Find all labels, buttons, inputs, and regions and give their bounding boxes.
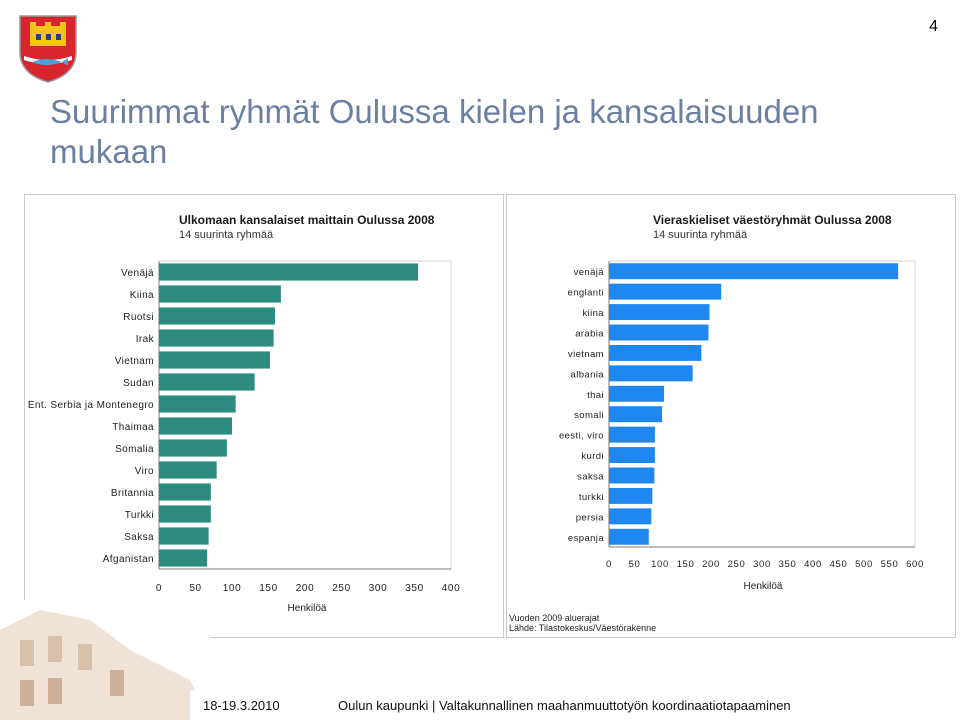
bar-persia [609,508,651,524]
category-label: vietnam [567,348,604,360]
chart-panel-citizenship [24,194,504,638]
bar-ruotsi [159,307,275,324]
category-label: thai [587,389,604,401]
category-label: persia [575,512,604,524]
category-label: venäjä [573,267,604,279]
category-label: turkki [578,491,604,503]
bar-espanja [609,529,649,545]
category-label: Afganistan [102,554,154,565]
language-bar-chart [507,195,955,615]
category-label: somali [574,410,604,422]
x-tick-label: 0 [606,559,612,570]
x-tick-label: 350 [405,583,424,594]
x-tick-label: 0 [155,583,163,594]
bar-saksa [609,468,654,484]
x-tick-label: 400 [804,559,822,570]
footer-text: Oulun kaupunki | Valtakunnallinen maahanmuuttotyön koordinaatiotapaaminen [338,698,791,713]
x-tick-label: 600 [906,559,924,570]
category-label: Somalia [115,444,154,455]
x-tick-label: 450 [829,559,848,570]
chart-title: Ulkomaan kansalaiset maittain Oulussa 2008 [179,213,435,227]
category-label: Ent. Serbia ja Montenegro [27,400,154,411]
bar-irak [159,329,274,346]
x-tick-label: 200 [295,583,315,594]
category-label: Vietnam [114,356,154,367]
page-title: Suurimmat ryhmät Oulussa kielen ja kansalaisuuden mukaan [50,93,819,170]
category-label: Kiina [129,290,154,301]
category-label: Sudan [123,378,154,389]
bar-kurdi [609,447,655,463]
category-label: englanti [567,287,604,299]
x-tick-label: 150 [676,559,695,570]
category-label: Venäjä [121,268,154,279]
x-tick-label: 550 [880,559,899,570]
bar-somalia [159,439,227,456]
bar-viro [159,461,217,478]
category-label: Irak [135,334,154,345]
x-tick-label: 400 [441,583,461,594]
x-tick-label: 200 [702,559,720,570]
coat-of-arms-logo [16,12,80,84]
x-axis-label: Henkilöä [743,581,783,592]
footer-date: 18-19.3.2010 [203,698,280,713]
category-label: eesti, viro [558,430,604,442]
bar-kiina [159,285,281,302]
citizenship-bar-chart [25,195,503,615]
bar-englanti [609,284,721,300]
category-label: albania [570,369,604,381]
bar-thaimaa [159,417,232,434]
source-note-line1: Vuoden 2009 aluerajat [509,613,600,623]
bar-albania [609,365,693,381]
category-label: Thaimaa [112,422,154,433]
x-axis-label: Henkilöä [287,603,327,614]
x-tick-label: 250 [332,583,351,594]
bar-thai [609,386,664,402]
x-tick-label: 300 [368,583,388,594]
category-label: kurdi [581,451,604,463]
bar-sudan [159,373,255,390]
x-tick-label: 150 [259,583,278,594]
category-label: saksa [577,471,604,483]
chart-subtitle: 14 suurinta ryhmää [179,229,274,241]
bar-turkki [159,505,211,522]
chart-subtitle: 14 suurinta ryhmää [653,229,748,241]
chart-panel-language [506,194,956,638]
bar-ent-serbia-ja-montenegro [159,395,236,412]
bar-afganistan [159,549,207,566]
x-tick-label: 50 [189,583,202,594]
category-label: Britannia [110,488,154,499]
x-tick-label: 500 [855,559,873,570]
building-photo-decoration [0,600,210,720]
x-tick-label: 250 [727,559,746,570]
page-number: 4 [929,18,938,35]
category-label: kiina [582,308,604,320]
bar-venäjä [159,263,418,280]
bar-eesti-viro [609,427,655,443]
category-label: Viro [134,466,154,477]
bar-vietnam [159,351,270,368]
category-label: Ruotsi [123,312,154,323]
category-label: Saksa [124,532,154,543]
chart-title: Vieraskieliset väestöryhmät Oulussa 2008 [653,213,892,227]
category-label: Turkki [124,510,154,521]
bar-saksa [159,527,209,544]
x-tick-label: 350 [778,559,797,570]
bar-venäjä [609,263,898,279]
category-label: espanja [567,532,604,544]
bar-turkki [609,488,652,504]
x-tick-label: 100 [651,559,669,570]
bar-britannia [159,483,211,500]
x-tick-label: 100 [222,583,242,594]
bar-kiina [609,304,709,320]
source-note-line2: Lähde: Tilastokeskus/Väestörakenne [509,623,657,633]
x-tick-label: 300 [753,559,771,570]
bar-vietnam [609,345,701,361]
category-label: arabia [575,328,604,340]
bar-arabia [609,325,708,341]
bar-somali [609,406,662,422]
x-tick-label: 50 [628,559,641,570]
